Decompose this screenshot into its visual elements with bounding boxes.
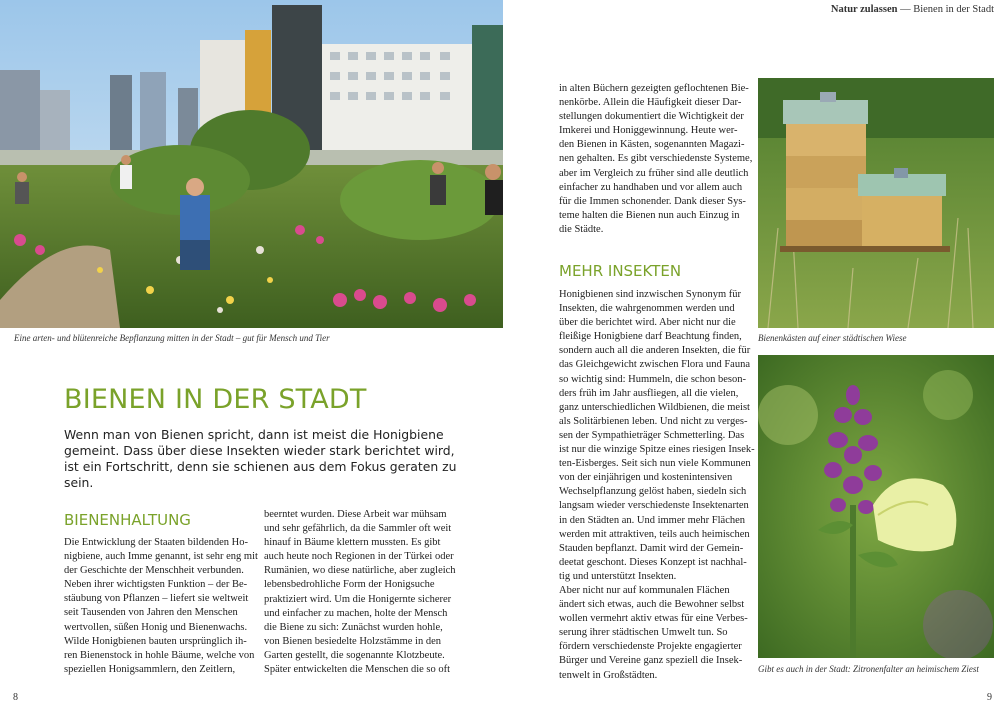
text-line: serung ihrer städtischen Umwelt tun. So: [559, 627, 728, 639]
text-line: Neben ihrer wichtigsten Funktion – der Be-: [64, 579, 248, 591]
text-line: aber im Vergleich zu früher sind alle deutlich: [559, 167, 749, 179]
text-line: fördern verschiedenste Projekte engagierter: [559, 641, 742, 653]
text-line: für die Immen schonender. Dank dieser Sys-: [559, 195, 746, 207]
text-line: Rumänien, wo diese natürliche, aber zugleich: [264, 565, 456, 577]
text-line: von der einjährigen und kostenintensiven: [559, 472, 733, 484]
caption-roof-garden: Eine arten- und blütenreiche Bepflanzung mitten in der Stadt – gut für Mensch und Tier: [14, 333, 330, 343]
column-3-top: [559, 82, 753, 237]
text-line: Bürger und Vereine ganz speziell die Insek-: [559, 655, 743, 667]
page-number-left: 8: [13, 692, 18, 703]
text-line: ren Bienenstock in hohle Bäume, welche von: [64, 649, 255, 661]
text-line: der Geschichte der Menschheit verbunden.: [64, 565, 244, 577]
text-line: von Bienen besiedelte Holzstämme in den: [264, 635, 441, 647]
text-line: Stauden bepflanzt. Damit wird der Gemein-: [559, 542, 744, 554]
text-line: werden mit attraktiven, teils auch heimischen: [559, 528, 750, 540]
text-line: Imkerei und Honiggewinnung. Heute wer-: [559, 125, 738, 137]
text-line: das Gleichgewicht zwischen Flora und Fauna: [559, 359, 750, 371]
text-line: Aber nicht nur auf kommunalen Flächen: [559, 584, 730, 596]
text-line: stäubung von Pflanzen – liefert sie weltweit: [64, 593, 249, 605]
text-line: über die berichtet wird. Aber nicht nur die: [559, 317, 736, 329]
text-line: und sehr gefährlich, da die Sammler oft weit: [264, 523, 452, 535]
text-line: beerntet wurden. Diese Arbeit war mühsam: [264, 509, 447, 520]
running-head-section: Natur zulassen: [830, 4, 898, 15]
section-heading-mehr-insekten: MEHR INSEKTEN: [559, 262, 682, 280]
beehives-photo: [758, 78, 994, 328]
text-line: auch heute noch Regionen in der Türkei oder: [264, 551, 454, 563]
text-line: ganz unterschiedlichen Wildbienen, die meist: [559, 401, 750, 413]
beehives-illustration: [758, 78, 994, 328]
chapter-heading: BIENEN IN DER STADT: [64, 384, 367, 415]
section-heading-bienenhaltung: BIENENHALTUNG: [64, 511, 191, 529]
text-line: hinauf in Bäume klettern mussten. Es gibt: [264, 537, 441, 549]
butterfly-illustration: [758, 355, 994, 658]
text-line: Die Entwicklung der Staaten bildenden Ho-: [64, 537, 248, 548]
text-line: Garten gestellt, die sogenannte Klotzbeute.: [264, 649, 445, 661]
text-line: seit Tausenden von Jahren den Menschen: [64, 607, 238, 619]
running-head: [831, 4, 994, 15]
column-1: [64, 536, 258, 677]
text-line: stellungen dokumentiert die Wichtigkeit der: [559, 111, 744, 123]
text-line: deetat geschont. Dieses Konzept ist nachhal-: [559, 556, 747, 568]
text-line: den Bienen in Kästen, sogenannten Magazi-: [559, 139, 745, 151]
text-line: die Städte.: [559, 223, 604, 235]
lead-paragraph: Wenn man von Bienen spricht, dann ist meist die Honigbiene gemeint. Dass über diese Insekten wieder stark berichtet wird, ist ein Fortschritt, denn sie schienen aus dem Fokus geraten zu sein.: [64, 427, 457, 490]
text-line: Insekten, die wahrgenommen werden und: [559, 303, 735, 315]
text-line: nen gehalten. Es gibt verschiedenste Systeme,: [559, 153, 753, 165]
text-line: ten-Eisberges. Seit sich nun viele Kommunen: [559, 458, 751, 470]
text-line: praktiziert wird. Um die Honigernte sicherer: [264, 593, 452, 605]
text-line: ändert sich etwas, auch die Bewohner selbst: [559, 599, 745, 611]
text-line: in alten Büchern gezeigten geflochtenen Bie-: [559, 83, 749, 94]
text-line: in den Städten an. Und immer mehr Flächen: [559, 514, 746, 526]
text-line: ist nur die winzige Spitze eines riesigen Insek-: [559, 444, 755, 456]
text-line: langsam wieder verschiedenste Insektenarten: [559, 500, 749, 512]
text-line: speziellen Honigsammlern, den Zeitlern,: [64, 663, 236, 675]
butterfly-photo: [758, 355, 994, 658]
text-line: wollen vermehrt aktiv etwas für eine Verbes-: [559, 613, 748, 625]
text-line: als Solitärbienen leben. Und nicht zu verges-: [559, 415, 748, 427]
text-line: teme halten die Bienen nun auch Einzug in: [559, 209, 740, 221]
caption-beehives: Bienenkästen auf einer städtischen Wiese: [758, 333, 907, 343]
page-number-right: 9: [987, 692, 992, 703]
running-head-title: Bienen in der Stadt: [913, 4, 994, 15]
text-line: nenkörbe. Allein die Häufigkeit dieser Dar-: [559, 97, 742, 109]
caption-butterfly: Gibt es auch in der Stadt: Zitronenfalter an heimischem Ziest: [758, 664, 979, 674]
roof-garden-photo: [0, 0, 503, 328]
text-line: die Biene zu sich: Zunächst wurden hohle,: [264, 621, 443, 633]
text-line: sen der Sympathieträger Schmetterling. Das: [559, 429, 745, 441]
running-head-separator: —: [900, 4, 911, 15]
text-line: tenwelt in Großstädten.: [559, 669, 658, 681]
text-line: lebensbedrohliche Form der Honigsuche: [264, 579, 435, 591]
column-2: [264, 508, 454, 677]
text-line: tig und unterstützt Insekten.: [559, 570, 677, 582]
column-3-bottom: [559, 288, 755, 683]
text-line: Wilde Honigbienen bauten ursprünglich ih-: [64, 635, 247, 647]
text-line: Honigbienen sind inzwischen Synonym für: [559, 289, 741, 300]
text-line: fleißige Honigbiene darf Beachtung finden,: [559, 331, 742, 343]
text-line: sondern auch all die anderen Insekten, die für: [559, 345, 751, 357]
text-line: einfacher zu handhaben und vor allem auch: [559, 181, 743, 193]
text-line: Später entwickelten die Menschen die so oft: [264, 664, 451, 676]
text-line: so wichtig sind: Hummeln, die schon beson-: [559, 373, 746, 385]
text-line: und einfacher zu machen, holte der Mensch: [264, 607, 448, 619]
text-line: wertvollen, süßen Honig und Bienenwachs.: [64, 621, 248, 633]
text-line: Wechselpflanzung gelöst haben, siedeln sich: [559, 486, 747, 498]
text-line: ders früh im Jahr ausfliegen, all die vielen,: [559, 387, 739, 399]
text-line: nigbiene, auch Imme genannt, ist sehr eng mit: [64, 551, 258, 563]
roof-garden-illustration: [0, 0, 503, 328]
